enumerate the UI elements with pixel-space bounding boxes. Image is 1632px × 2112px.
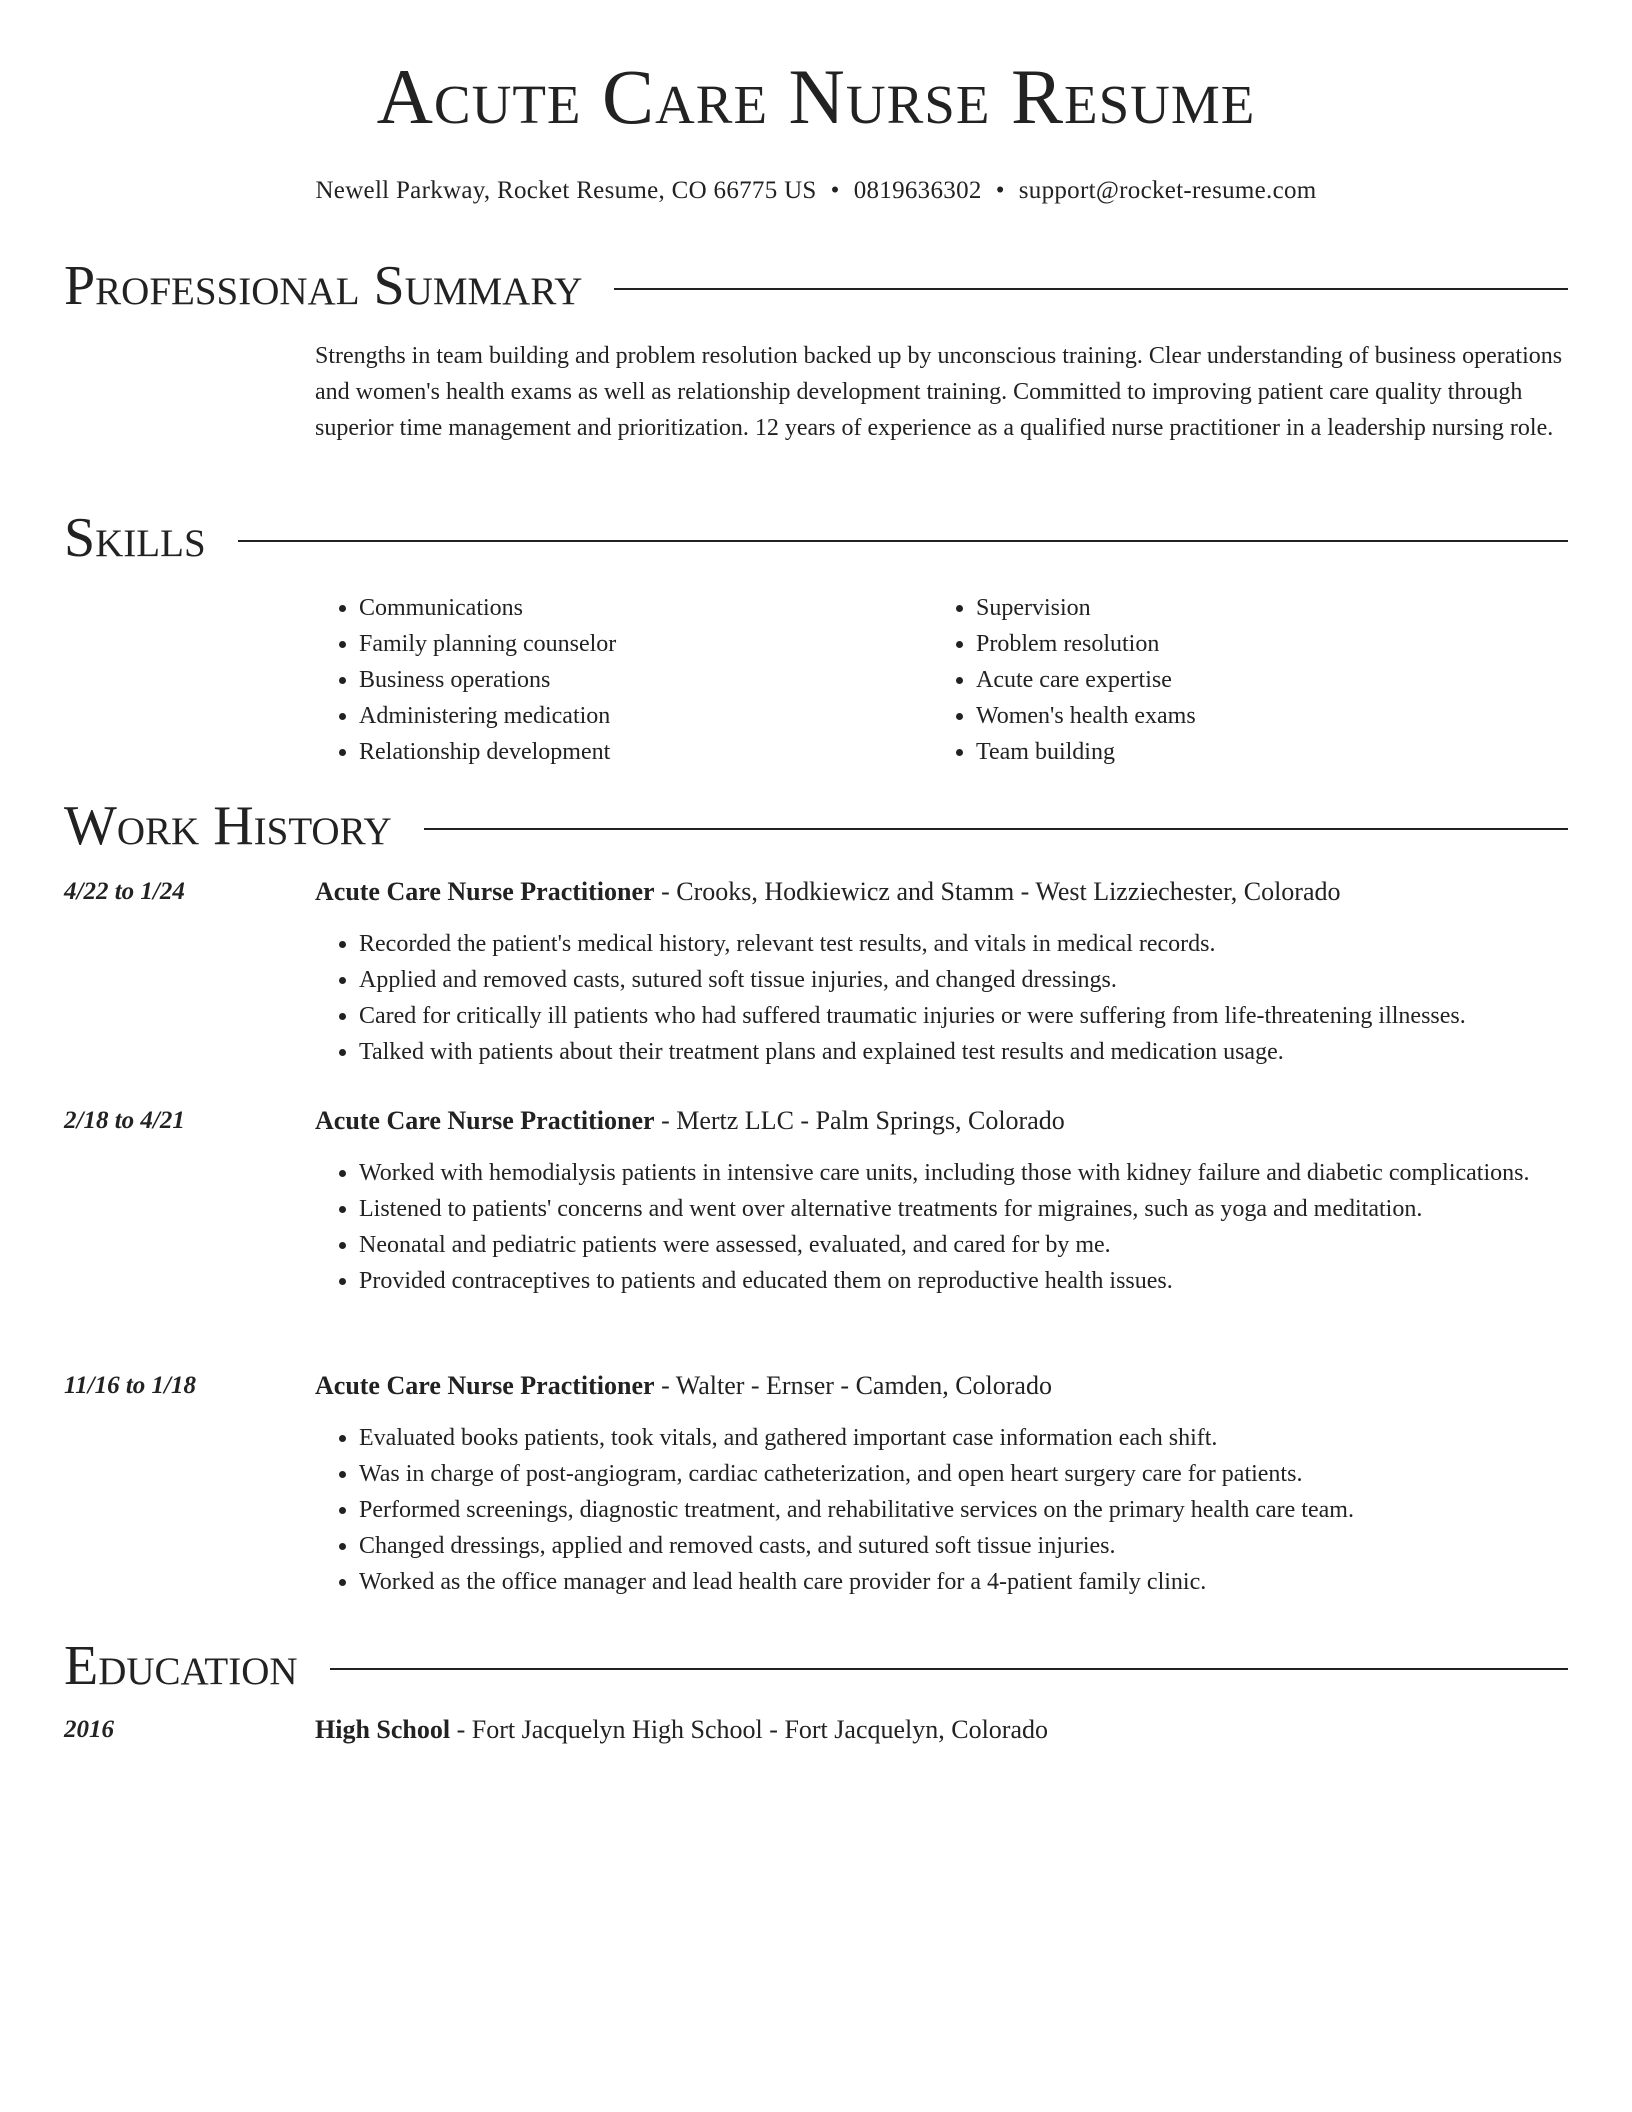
contact-line bbox=[0, 176, 1632, 206]
list-item: • Worked with hemodialysis patients in intensive care units, including those with kidney failure and diabetic complications. bbox=[359, 1155, 1570, 1191]
skill-item: • Team building bbox=[976, 734, 1549, 770]
contact-separator: • bbox=[830, 177, 840, 204]
list-item: • Recorded the patient's medical history, relevant test results, and vitals in medical records. bbox=[359, 926, 1570, 962]
work-dates: 4/22 to 1/24 bbox=[64, 878, 185, 905]
list-item: • Provided contraceptives to patients and educated them on reproductive health issues. bbox=[359, 1263, 1570, 1299]
contact-phone: 0819636302 bbox=[853, 177, 982, 204]
skill-item: • Acute care expertise bbox=[976, 662, 1549, 698]
job-employer: - Crooks, Hodkiewicz and Stamm - West Lizziechester, Colorado bbox=[654, 877, 1341, 906]
school-details: - Fort Jacquelyn High School - Fort Jacquelyn, Colorado bbox=[450, 1715, 1049, 1744]
skill-item: • Administering medication bbox=[359, 698, 932, 734]
skill-item: • Communications bbox=[359, 590, 932, 626]
skill-item: • Relationship development bbox=[359, 734, 932, 770]
section-work-header bbox=[64, 796, 1568, 856]
section-title-summary: Professional Summary bbox=[64, 256, 614, 316]
list-item: • Cared for critically ill patients who had suffered traumatic injuries or were suffering from life-threatening illnesses. bbox=[359, 998, 1570, 1034]
list-item: • Changed dressings, applied and removed casts, and sutured soft tissue injuries. bbox=[359, 1528, 1570, 1564]
skill-item: • Supervision bbox=[976, 590, 1549, 626]
resume-name: Acute Care Nurse Resume bbox=[376, 53, 1256, 140]
skills-column-left bbox=[315, 590, 932, 770]
section-title-work: Work History bbox=[64, 796, 424, 856]
list-item: • Talked with patients about their treatment plans and explained test results and medication usage. bbox=[359, 1034, 1570, 1070]
list-item: • Evaluated books patients, took vitals, and gathered important case information each shift. bbox=[359, 1420, 1570, 1456]
job-employer: - Mertz LLC - Palm Springs, Colorado bbox=[654, 1106, 1065, 1135]
work-heading bbox=[315, 1105, 1065, 1137]
work-bullets bbox=[315, 1420, 1570, 1600]
list-item: • Worked as the office manager and lead health care provider for a 4-patient family clinic. bbox=[359, 1564, 1570, 1600]
section-title-education: Education bbox=[64, 1636, 330, 1696]
summary-text: Strengths in team building and problem resolution backed up by unconscious training. Clear understanding of business operations and women's health exams as well as relationship development training. Committed to improving patient care quality through superior time management and prioritization. 12 years of experience as a qualified nurse practitioner in a leadership nursing role. bbox=[315, 343, 1563, 441]
contact-separator: • bbox=[995, 177, 1005, 204]
job-title: Acute Care Nurse Practitioner bbox=[315, 1106, 655, 1135]
work-dates: 2/18 to 4/21 bbox=[64, 1107, 185, 1134]
education-heading bbox=[315, 1714, 1048, 1746]
skills-list bbox=[315, 590, 1570, 770]
list-item: • Performed screenings, diagnostic treatment, and rehabilitative services on the primary health care team. bbox=[359, 1492, 1570, 1528]
list-item: • Applied and removed casts, sutured soft tissue injuries, and changed dressings. bbox=[359, 962, 1570, 998]
work-heading bbox=[315, 1370, 1052, 1402]
job-title: Acute Care Nurse Practitioner bbox=[315, 877, 655, 906]
section-summary-header bbox=[64, 256, 1568, 316]
section-divider bbox=[64, 540, 1568, 542]
skills-column-right bbox=[932, 590, 1549, 770]
skill-item: • Problem resolution bbox=[976, 626, 1549, 662]
list-item: • Neonatal and pediatric patients were assessed, evaluated, and cared for by me. bbox=[359, 1227, 1570, 1263]
contact-email: support@rocket-resume.com bbox=[1018, 177, 1317, 204]
section-skills-header bbox=[64, 508, 1568, 568]
work-heading bbox=[315, 876, 1341, 908]
contact-address: Newell Parkway, Rocket Resume, CO 66775 US bbox=[315, 177, 817, 204]
job-employer: - Walter - Ernser - Camden, Colorado bbox=[654, 1371, 1052, 1400]
work-dates: 11/16 to 1/18 bbox=[64, 1372, 196, 1399]
job-title: Acute Care Nurse Practitioner bbox=[315, 1371, 655, 1400]
section-education-header bbox=[64, 1636, 1568, 1696]
education-year: 2016 bbox=[64, 1716, 114, 1743]
list-item: • Was in charge of post-angiogram, cardiac catheterization, and open heart surgery care for patients. bbox=[359, 1456, 1570, 1492]
degree: High School bbox=[315, 1715, 451, 1744]
work-bullets bbox=[315, 1155, 1570, 1299]
skill-item: • Family planning counselor bbox=[359, 626, 932, 662]
skill-item: • Business operations bbox=[359, 662, 932, 698]
list-item: • Listened to patients' concerns and went over alternative treatments for migraines, such as yoga and meditation. bbox=[359, 1191, 1570, 1227]
section-title-skills: Skills bbox=[64, 508, 238, 568]
skill-item: • Women's health exams bbox=[976, 698, 1549, 734]
work-bullets bbox=[315, 926, 1570, 1070]
